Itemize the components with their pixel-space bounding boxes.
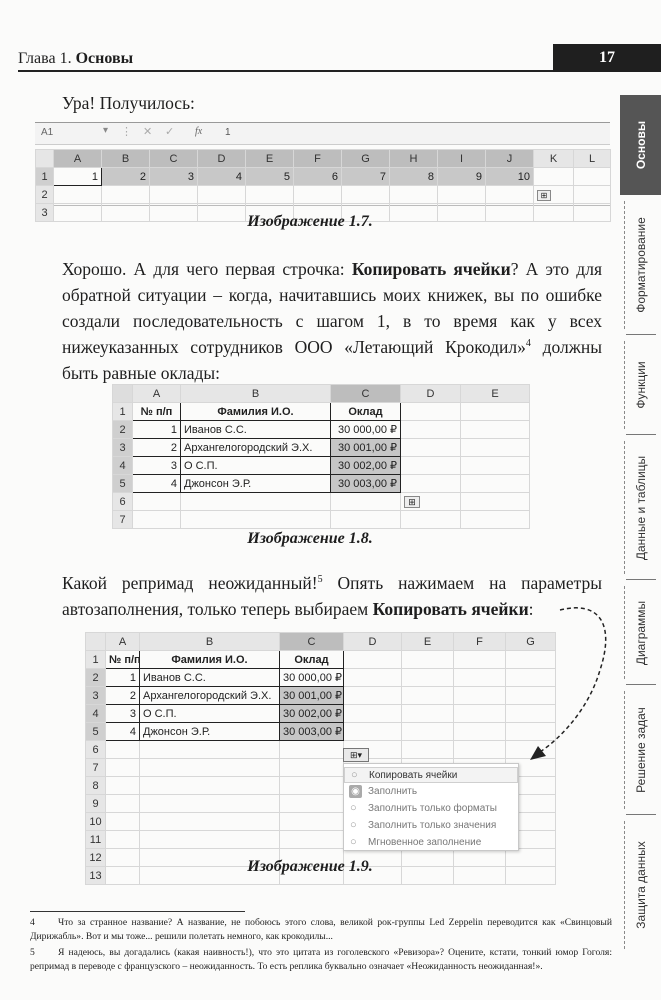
more-dots-icon: ⋮ <box>121 126 132 138</box>
row-header[interactable]: 3 <box>113 439 133 457</box>
column-header[interactable]: G <box>342 150 390 168</box>
column-header[interactable]: A <box>106 633 140 651</box>
table-row <box>86 741 556 759</box>
side-tab-label: Диаграммы <box>633 600 648 665</box>
cell[interactable]: 30 003,00 ₽ <box>280 723 344 741</box>
cell[interactable] <box>106 759 140 777</box>
text-run-bold: Копировать ячейки <box>372 599 529 619</box>
cell[interactable] <box>506 669 556 687</box>
cell[interactable] <box>402 651 454 669</box>
cell[interactable]: 30 003,00 ₽ <box>331 475 401 493</box>
text-run: ? А это для обратной ситуации – когда, начитавшись моих книжек, вы по ошибке создали последовательность с шагом 1, в то время как у всех нижеуказанных сотрудников ООО «Летающий Крокодил» <box>62 259 602 357</box>
cell[interactable] <box>402 669 454 687</box>
cell[interactable]: Оклад <box>280 651 344 669</box>
tab-dash <box>624 586 625 679</box>
radio-selected-icon: ◉ <box>349 785 362 798</box>
cell[interactable] <box>344 687 402 705</box>
cell[interactable] <box>140 759 280 777</box>
cell[interactable] <box>401 439 461 457</box>
column-header[interactable]: B <box>181 385 331 403</box>
row-header[interactable]: 6 <box>113 493 133 511</box>
cell[interactable] <box>506 687 556 705</box>
cell[interactable]: 9 <box>438 168 486 186</box>
paragraph-1: Ура! Получилось: <box>62 93 195 113</box>
side-tab-functions[interactable] <box>620 335 661 435</box>
table-row <box>86 651 556 669</box>
text-run: Какой репримад неожиданный! <box>62 573 318 593</box>
cell[interactable] <box>140 813 280 831</box>
cell[interactable]: 7 <box>342 168 390 186</box>
cancel-icon[interactable]: ✕ <box>143 126 153 138</box>
cell[interactable] <box>461 421 530 439</box>
cell[interactable] <box>198 186 246 204</box>
cell[interactable]: Оклад <box>331 403 401 421</box>
cell[interactable] <box>181 493 331 511</box>
column-headers <box>113 385 530 403</box>
page-number: 17 <box>553 44 661 72</box>
radio-icon: ○ <box>351 769 358 781</box>
header-rule <box>18 70 553 72</box>
menu-item-label: Мгновенное заполнение <box>368 837 482 848</box>
row-header[interactable]: 1 <box>113 403 133 421</box>
column-header[interactable]: C <box>331 385 401 403</box>
cell[interactable] <box>280 759 344 777</box>
cell[interactable] <box>280 741 344 759</box>
tab-dash <box>624 341 625 429</box>
cell[interactable] <box>331 493 401 511</box>
formula-bar <box>35 123 610 145</box>
cell[interactable]: Иванов С.С. <box>181 421 331 439</box>
menu-item-label: Заполнить только значения <box>368 820 497 831</box>
cell[interactable] <box>402 741 454 759</box>
cell[interactable] <box>331 511 401 529</box>
excel-screenshot-fig7 <box>35 122 610 219</box>
cell[interactable] <box>344 723 402 741</box>
radio-icon: ○ <box>350 802 357 814</box>
cell[interactable] <box>106 741 140 759</box>
cell[interactable]: Архангелогородский Э.Х. <box>140 687 280 705</box>
cell[interactable]: 30 002,00 ₽ <box>280 705 344 723</box>
cell[interactable] <box>461 511 530 529</box>
autofill-options-icon[interactable]: ⊞ <box>404 496 420 508</box>
side-tab-label: Данные и таблицы <box>633 455 648 560</box>
cell[interactable]: 4 <box>133 475 181 493</box>
footnote-ref[interactable]: 5 <box>317 574 323 586</box>
footnote-text: Что за странное название? А название, не побоюсь этого слова, великой рок-группы Led Zeppelin переводится как «Свинцовый Дирижабль». Вот и мы тоже... решили полетать немного, как крокодилы... <box>30 917 612 942</box>
menu-item-fill-formats[interactable] <box>344 801 518 817</box>
table-row <box>113 493 530 511</box>
column-header[interactable]: E <box>461 385 530 403</box>
column-header[interactable]: L <box>574 150 611 168</box>
column-headers <box>86 633 556 651</box>
row-header[interactable]: 13 <box>86 867 106 885</box>
table-row <box>113 511 530 529</box>
name-box[interactable]: A1 <box>41 127 54 138</box>
cell[interactable] <box>574 186 611 204</box>
cell[interactable]: 10 <box>486 168 534 186</box>
confirm-icon[interactable]: ✓ <box>165 126 175 138</box>
cell[interactable]: 30 000,00 ₽ <box>280 669 344 687</box>
cell[interactable]: 4 <box>198 168 246 186</box>
cell[interactable] <box>454 723 506 741</box>
tab-dash <box>624 441 625 574</box>
cell[interactable]: О С.П. <box>140 705 280 723</box>
cell[interactable] <box>150 186 198 204</box>
cell[interactable]: Фамилия И.О. <box>181 403 331 421</box>
column-header[interactable]: D <box>198 150 246 168</box>
row-header[interactable]: 12 <box>86 849 106 867</box>
footnote-number: 5 <box>30 947 35 958</box>
cell[interactable] <box>344 705 402 723</box>
row-header[interactable]: 4 <box>113 457 133 475</box>
cell[interactable] <box>401 493 461 511</box>
row-header[interactable]: 2 <box>113 421 133 439</box>
cell[interactable] <box>461 475 530 493</box>
side-tab-formatting[interactable] <box>620 195 661 335</box>
paragraph-2 <box>62 256 602 386</box>
cell[interactable] <box>401 457 461 475</box>
cell[interactable]: Фамилия И.О. <box>140 651 280 669</box>
cell[interactable]: 2 <box>106 687 140 705</box>
text-run: Опять нажимаем на параметры автозаполнения, только теперь выбираем <box>62 573 602 619</box>
column-headers <box>36 150 611 168</box>
cell[interactable] <box>534 168 574 186</box>
column-header[interactable]: H <box>390 150 438 168</box>
cell[interactable] <box>461 403 530 421</box>
cell[interactable] <box>506 651 556 669</box>
menu-item-fill[interactable] <box>344 784 518 800</box>
cell[interactable]: 30 001,00 ₽ <box>280 687 344 705</box>
cell[interactable] <box>402 723 454 741</box>
function-icon[interactable]: fx <box>195 126 203 137</box>
caption-fig8: Изображение 1.8. <box>247 530 373 547</box>
sheet-grid <box>112 384 530 529</box>
cell[interactable]: 5 <box>246 168 294 186</box>
tab-dash <box>624 201 625 329</box>
cell[interactable]: Джонсон Э.Р. <box>181 475 331 493</box>
cell[interactable]: 30 002,00 ₽ <box>331 457 401 475</box>
cell[interactable] <box>454 741 506 759</box>
autofill-options-button[interactable] <box>343 748 369 762</box>
cell[interactable] <box>486 186 534 204</box>
cell[interactable]: 2 <box>133 439 181 457</box>
column-header[interactable]: J <box>486 150 534 168</box>
row-header[interactable]: 8 <box>86 777 106 795</box>
row-header[interactable]: 5 <box>86 723 106 741</box>
cell[interactable] <box>140 795 280 813</box>
side-tabs <box>620 95 661 955</box>
caption-fig7: Изображение 1.7. <box>247 213 373 230</box>
cell[interactable]: 1 <box>106 669 140 687</box>
cell[interactable] <box>280 777 344 795</box>
cell[interactable] <box>102 186 150 204</box>
cell[interactable]: О С.П. <box>181 457 331 475</box>
side-tab-data-protection[interactable] <box>620 815 661 955</box>
cell[interactable]: № п/п <box>133 403 181 421</box>
cell[interactable]: Джонсон Э.Р. <box>140 723 280 741</box>
cell[interactable] <box>106 813 140 831</box>
row-header[interactable]: 1 <box>36 168 54 186</box>
table-row <box>113 457 530 475</box>
cell[interactable] <box>342 186 390 204</box>
cell[interactable] <box>574 168 611 186</box>
cell[interactable] <box>280 813 344 831</box>
cell[interactable] <box>246 186 294 204</box>
row-header[interactable]: 1 <box>86 651 106 669</box>
table-row <box>86 723 556 741</box>
chapter-title: Основы <box>75 50 134 67</box>
cell[interactable] <box>280 795 344 813</box>
side-tab-label: Решение задач <box>633 707 648 793</box>
cell[interactable] <box>140 831 280 849</box>
cell[interactable] <box>181 511 331 529</box>
footnote-rule <box>30 911 245 912</box>
cell[interactable] <box>390 186 438 204</box>
side-tab-problem-solving[interactable] <box>620 685 661 815</box>
cell[interactable] <box>294 186 342 204</box>
table-row <box>36 168 611 186</box>
side-tab-basics[interactable] <box>620 95 661 195</box>
cell[interactable] <box>106 831 140 849</box>
cell[interactable] <box>461 439 530 457</box>
tab-dash <box>624 691 625 809</box>
cell[interactable] <box>106 795 140 813</box>
cell[interactable]: Архангелогородский Э.Х. <box>181 439 331 457</box>
column-header[interactable]: I <box>438 150 486 168</box>
page-header <box>0 44 661 74</box>
cell[interactable] <box>454 705 506 723</box>
footnote-5 <box>30 946 612 974</box>
autofill-options-icon[interactable]: ⊞ <box>537 190 551 201</box>
cell[interactable] <box>402 705 454 723</box>
corner-cell[interactable] <box>113 385 133 403</box>
column-header[interactable]: A <box>54 150 102 168</box>
table-row <box>86 705 556 723</box>
column-header[interactable]: E <box>402 633 454 651</box>
cell[interactable] <box>506 705 556 723</box>
excel-screenshot-fig8 <box>112 384 529 529</box>
row-header[interactable]: 9 <box>86 795 106 813</box>
menu-item-label: Копировать ячейки <box>369 770 458 781</box>
side-tab-charts[interactable] <box>620 580 661 685</box>
column-header[interactable]: D <box>344 633 402 651</box>
cell[interactable]: 1 <box>54 168 102 186</box>
text-run: должны быть равные оклады: <box>62 337 602 383</box>
column-header[interactable]: A <box>133 385 181 403</box>
cell[interactable] <box>54 186 102 204</box>
cell[interactable] <box>461 493 530 511</box>
table-row <box>113 421 530 439</box>
cell[interactable]: № п/п <box>106 651 140 669</box>
formula-input[interactable]: 1 <box>225 127 231 138</box>
cell[interactable] <box>140 741 280 759</box>
chevron-down-icon[interactable]: ▾ <box>103 125 109 136</box>
row-header[interactable]: 3 <box>36 204 54 222</box>
footnote-4 <box>30 916 612 944</box>
cell[interactable]: 30 000,00 ₽ <box>331 421 401 439</box>
cell[interactable] <box>454 687 506 705</box>
cell[interactable] <box>401 421 461 439</box>
text-run-bold: Копировать ячейки <box>351 259 511 279</box>
row-header[interactable]: 3 <box>86 687 106 705</box>
radio-icon: ○ <box>350 836 357 848</box>
row-header[interactable]: 2 <box>86 669 106 687</box>
footnote-ref[interactable]: 4 <box>525 338 531 350</box>
column-header[interactable]: C <box>280 633 344 651</box>
chapter-heading <box>18 50 133 68</box>
autofill-menu <box>343 763 519 851</box>
cell[interactable] <box>133 511 181 529</box>
cell[interactable]: Иванов С.С. <box>140 669 280 687</box>
tab-dash <box>624 821 625 949</box>
table-row <box>113 475 530 493</box>
menu-item-copy-cells[interactable] <box>344 767 518 783</box>
side-tab-label: Защита данных <box>633 841 648 929</box>
cell[interactable]: 4 <box>106 723 140 741</box>
row-header[interactable]: 7 <box>113 511 133 529</box>
cell[interactable] <box>454 651 506 669</box>
cell[interactable] <box>140 777 280 795</box>
column-header[interactable]: B <box>140 633 280 651</box>
cell[interactable] <box>454 669 506 687</box>
side-tab-label: Функции <box>633 361 648 409</box>
row-header[interactable]: 6 <box>86 741 106 759</box>
cell[interactable] <box>401 511 461 529</box>
side-tab-label: Форматирование <box>633 217 648 313</box>
menu-item-flash-fill[interactable] <box>344 835 518 851</box>
paragraph-3 <box>62 570 602 622</box>
footnote-text: Я надеюсь, вы догадались (какая наивность!), что это цитата из гоголевского «Ревизора»? Оцените, кстати, тонкий юмор Гоголя: репримад в переводе с французского – неожиданность. То есть реплика буквально означает «Неожиданность неожиданная!». <box>30 947 612 972</box>
cell[interactable] <box>461 457 530 475</box>
column-header[interactable]: G <box>506 633 556 651</box>
cell[interactable] <box>133 493 181 511</box>
menu-item-fill-values[interactable] <box>344 818 518 834</box>
menu-item-label: Заполнить <box>368 786 418 797</box>
table-row <box>36 186 611 204</box>
table-row <box>86 669 556 687</box>
cell[interactable] <box>402 687 454 705</box>
cell[interactable] <box>506 723 556 741</box>
cell[interactable] <box>401 403 461 421</box>
side-tab-data-tables[interactable] <box>620 435 661 580</box>
column-header[interactable]: F <box>454 633 506 651</box>
table-row <box>86 687 556 705</box>
side-tab-label: Основы <box>633 120 648 170</box>
column-header[interactable]: F <box>294 150 342 168</box>
table-row <box>113 403 530 421</box>
cell[interactable] <box>438 186 486 204</box>
cell[interactable] <box>534 186 574 204</box>
cell[interactable]: 3 <box>106 705 140 723</box>
autofill-options-icon: ⊞▾ <box>349 750 363 760</box>
cell[interactable]: 30 001,00 ₽ <box>331 439 401 457</box>
caption-fig9: Изображение 1.9. <box>247 858 373 875</box>
chapter-prefix: Глава 1. <box>18 50 72 67</box>
cell[interactable]: 1 <box>133 421 181 439</box>
row-header[interactable]: 7 <box>86 759 106 777</box>
menu-item-label: Заполнить только форматы <box>368 803 497 814</box>
text-run: : <box>528 599 534 619</box>
cell[interactable]: 6 <box>294 168 342 186</box>
sheet-grid <box>35 149 611 222</box>
radio-icon: ○ <box>350 819 357 831</box>
row-header[interactable]: 2 <box>36 186 54 204</box>
cell[interactable] <box>106 777 140 795</box>
cell[interactable] <box>344 669 402 687</box>
cell[interactable]: 2 <box>102 168 150 186</box>
cell[interactable] <box>401 475 461 493</box>
cell[interactable]: 3 <box>150 168 198 186</box>
footnote-number: 4 <box>30 917 35 928</box>
row-header[interactable]: 4 <box>86 705 106 723</box>
corner-cell[interactable] <box>86 633 106 651</box>
cell[interactable]: 3 <box>133 457 181 475</box>
row-header[interactable]: 10 <box>86 813 106 831</box>
column-header[interactable]: E <box>246 150 294 168</box>
column-header[interactable]: C <box>150 150 198 168</box>
row-header[interactable]: 5 <box>113 475 133 493</box>
corner-cell[interactable] <box>36 150 54 168</box>
row-header[interactable]: 11 <box>86 831 106 849</box>
cell[interactable] <box>344 651 402 669</box>
cell[interactable]: 8 <box>390 168 438 186</box>
column-header[interactable]: K <box>534 150 574 168</box>
column-header[interactable]: B <box>102 150 150 168</box>
cell[interactable] <box>506 741 556 759</box>
cell[interactable] <box>280 831 344 849</box>
text-run: Хорошо. А для чего первая строчка: <box>62 259 352 279</box>
column-header[interactable]: D <box>401 385 461 403</box>
table-row <box>113 439 530 457</box>
